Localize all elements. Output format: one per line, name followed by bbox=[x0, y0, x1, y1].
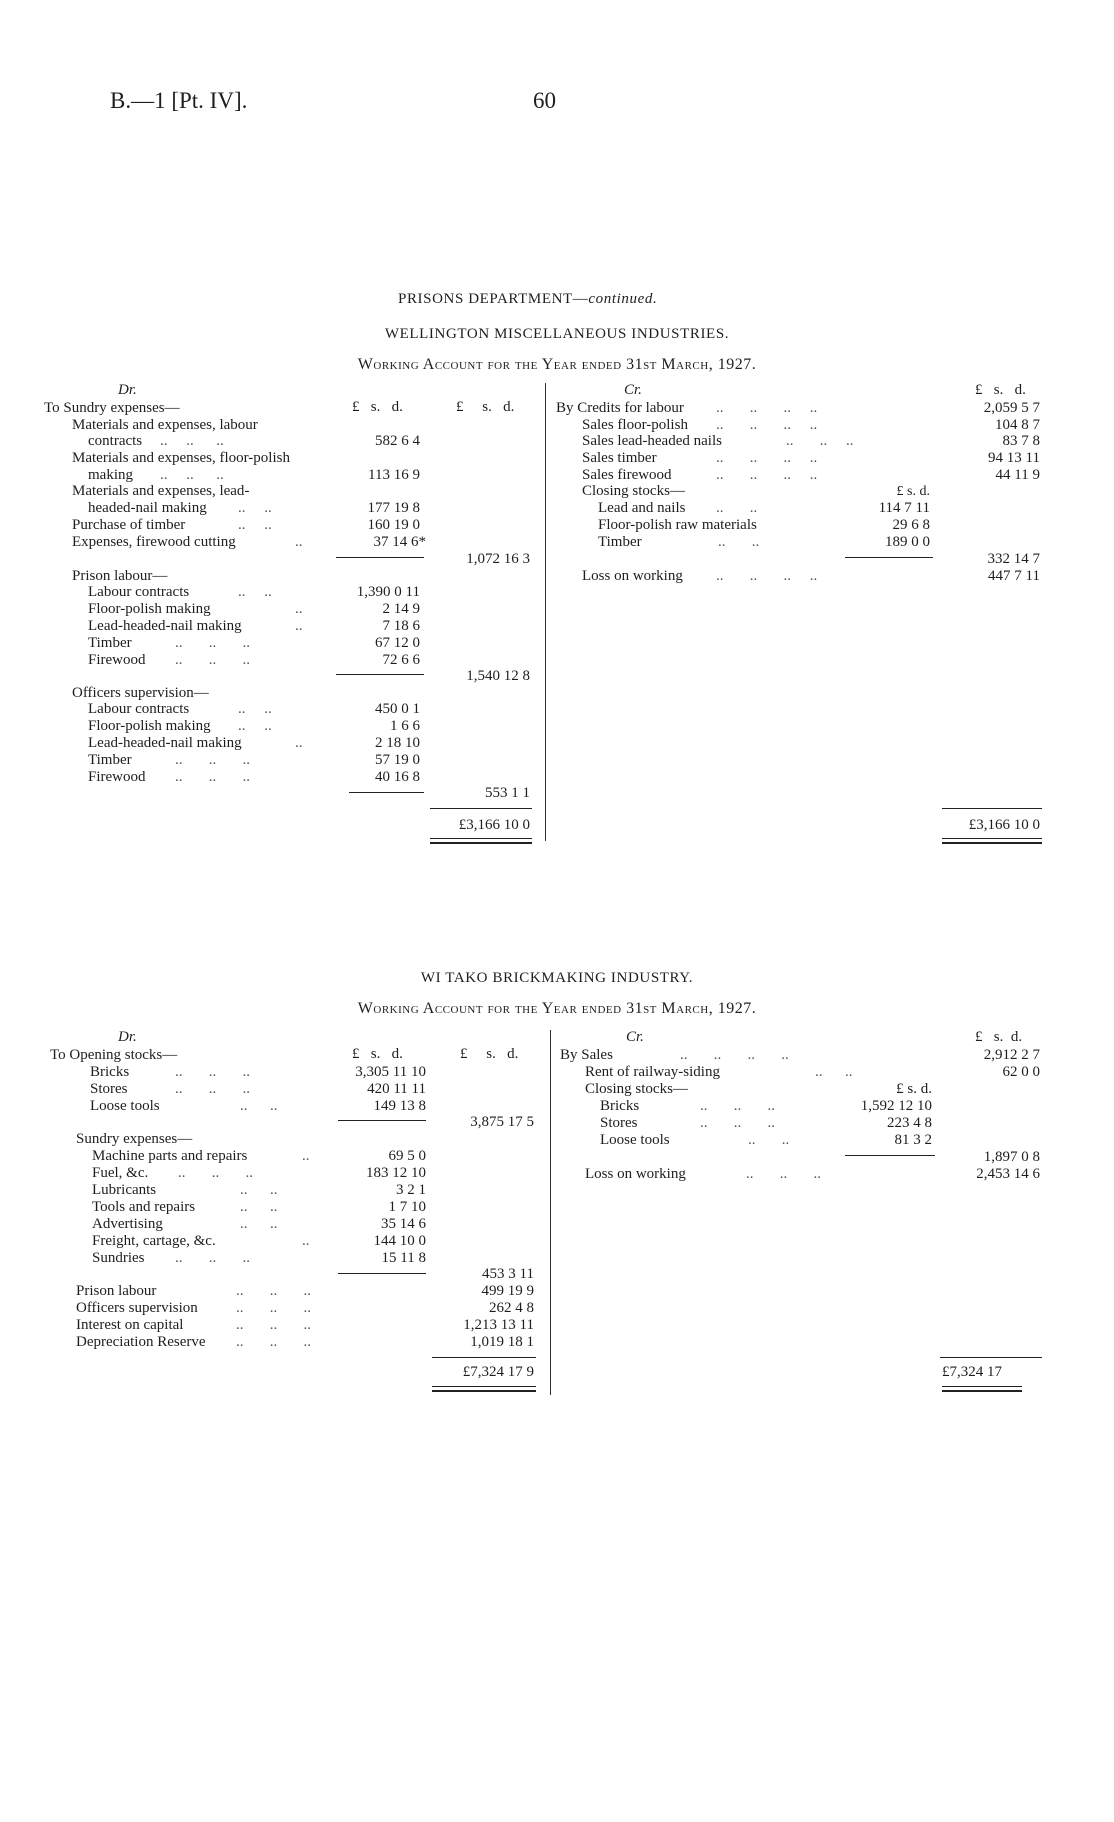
s2-leader: .. .. .. bbox=[175, 1081, 250, 1097]
s1-leader: .. bbox=[295, 618, 303, 634]
s1-dr-label: Firewood bbox=[88, 652, 146, 668]
s1-cr-amount: 94 13 11 bbox=[988, 450, 1040, 466]
s2-dr-label: Lubricants bbox=[92, 1182, 157, 1198]
s2-cr-amount: 1,592 12 10 bbox=[860, 1098, 932, 1114]
s2-dr-label: Bricks bbox=[90, 1064, 130, 1080]
s1-dr-label: Prison labour— bbox=[72, 568, 168, 584]
s2-dr-label: Loose tools bbox=[90, 1098, 160, 1114]
s1-dr-label: Materials and expenses, lead- bbox=[72, 483, 250, 499]
s1-dr-label: Materials and expenses, floor-polish bbox=[72, 450, 290, 466]
s1-dr-amount: 40 16 8 bbox=[375, 769, 420, 785]
s1-dr-label: contracts bbox=[88, 433, 143, 449]
s2-dr-subtotal: 453 3 11 bbox=[482, 1266, 534, 1282]
s2-cr-label: Loose tools bbox=[600, 1132, 670, 1148]
s1-dr-amount: 37 14 6* bbox=[373, 534, 426, 550]
s1-dr-label: Labour contracts bbox=[88, 584, 190, 600]
s1-cr-label: Closing stocks— bbox=[582, 483, 685, 499]
s2-dr-amount: 262 4 8 bbox=[489, 1300, 534, 1316]
s1-dr-label: Timber bbox=[88, 635, 132, 651]
page-number: 60 bbox=[533, 88, 556, 113]
s2-dr-amount: 499 19 9 bbox=[481, 1283, 534, 1299]
s2-dr-label: To Opening stocks— bbox=[50, 1047, 178, 1063]
s1-dr-subtotal: 1,072 16 3 bbox=[466, 551, 530, 567]
s1-dr-subtotal: 553 1 1 bbox=[485, 785, 530, 801]
s1-cr-label: Sales firewood bbox=[582, 467, 672, 483]
shilling-head: s. bbox=[993, 1029, 1004, 1045]
s1-cr-label: Sales floor-polish bbox=[582, 417, 688, 433]
s2-dr-label: Interest on capital bbox=[76, 1317, 184, 1333]
s1-dr-amount: 177 19 8 bbox=[367, 500, 420, 516]
s2-leader: .. bbox=[302, 1233, 310, 1249]
s1-cr-amount: 114 7 11 bbox=[878, 500, 930, 516]
s2-dr-label: Advertising bbox=[92, 1216, 163, 1232]
s2-cr-label: Bricks bbox=[600, 1098, 640, 1114]
s1-dr-label: Materials and expenses, labour bbox=[72, 417, 258, 433]
s1-leader: .. .. .. .. bbox=[716, 568, 818, 584]
s1-dr-amount: 113 16 9 bbox=[368, 467, 420, 483]
s1-cr-total-rule bbox=[942, 808, 1042, 809]
s2-leader: .. .. .. bbox=[236, 1334, 311, 1350]
s1-leader: .. .. .. bbox=[160, 467, 224, 483]
s2-cr-total: £7,324 17 bbox=[942, 1364, 1002, 1380]
s2-cr-total-double-rule bbox=[942, 1386, 1022, 1392]
s1-leader: .. .. .. bbox=[175, 635, 250, 651]
s1-dr-amount: 582 6 4 bbox=[375, 433, 420, 449]
s1-dr-head-b bbox=[456, 399, 514, 416]
s1-leader: .. bbox=[295, 601, 303, 617]
section1-divider bbox=[545, 383, 546, 841]
shilling-head: s. bbox=[482, 399, 492, 415]
section1-dr-label: Dr. bbox=[118, 382, 137, 398]
s1-cr-label: Lead and nails bbox=[598, 500, 686, 516]
s2-dr-amount: 183 12 10 bbox=[366, 1165, 426, 1181]
s2-dr-label: Sundry expenses— bbox=[76, 1131, 193, 1147]
s2-dr-amount: 35 14 6 bbox=[381, 1216, 426, 1232]
pence-head: d. bbox=[503, 399, 515, 415]
s2-cr-label: Loss on working bbox=[585, 1166, 686, 1182]
s1-cr-total: £3,166 10 0 bbox=[968, 817, 1040, 833]
s2-dr-label: Officers supervision bbox=[76, 1300, 198, 1316]
shilling-head: s. bbox=[486, 1046, 496, 1062]
s2-cr-amount: 81 3 2 bbox=[894, 1132, 932, 1148]
section2-title: WI TAKO BRICKMAKING INDUSTRY. bbox=[420, 970, 694, 986]
s1-dr-amount: 67 12 0 bbox=[375, 635, 420, 651]
s1-cr-amount: 447 7 11 bbox=[988, 568, 1040, 584]
s1-dr-label: Floor-polish making bbox=[88, 718, 211, 734]
s1-leader: .. .. bbox=[238, 517, 272, 533]
s2-dr-total-double-rule bbox=[432, 1386, 536, 1392]
s2-cr-amount: 2,453 14 6 bbox=[976, 1166, 1040, 1182]
s2-dr-amount: 149 13 8 bbox=[373, 1098, 426, 1114]
pence-head: d. bbox=[507, 1046, 519, 1062]
shilling-head: s. bbox=[370, 1046, 381, 1062]
s2-dr-subtotal: 3,875 17 5 bbox=[470, 1114, 534, 1130]
s1-dr-label: Lead-headed-nail making bbox=[88, 735, 242, 751]
section2-dr-label: Dr. bbox=[118, 1029, 137, 1045]
s2-dr-total-rule bbox=[432, 1357, 536, 1358]
s1-leader: .. .. .. bbox=[786, 433, 854, 449]
section1-title: WELLINGTON MISCELLANEOUS INDUSTRIES. bbox=[384, 326, 730, 342]
s2-leader: .. .. bbox=[240, 1216, 278, 1232]
s1-cr-subtotal-rule bbox=[845, 557, 933, 558]
s2-leader: .. .. bbox=[240, 1098, 278, 1114]
pence-head: d. bbox=[391, 399, 403, 415]
s2-leader: .. .. bbox=[748, 1132, 790, 1148]
s1-cr-amount: 2,059 5 7 bbox=[983, 400, 1040, 416]
s1-dr-label: Purchase of timber bbox=[72, 517, 186, 533]
s2-leader: .. .. .. bbox=[236, 1300, 311, 1316]
s1-cr-amount: 44 11 9 bbox=[995, 467, 1040, 483]
s1-dr-amount: 160 19 0 bbox=[367, 517, 420, 533]
s2-cr-subtotal: 1,897 0 8 bbox=[983, 1149, 1040, 1165]
s2-leader: .. .. .. bbox=[175, 1064, 250, 1080]
s2-subtotal-rule bbox=[338, 1273, 426, 1274]
s1-leader: .. .. bbox=[238, 584, 272, 600]
department-heading bbox=[398, 291, 657, 308]
s2-leader: .. .. .. bbox=[175, 1250, 250, 1266]
s2-dr-label: Stores bbox=[90, 1081, 128, 1097]
s2-dr-total: £7,324 17 9 bbox=[462, 1364, 534, 1380]
pound-head: £ bbox=[975, 382, 983, 398]
pound-head: £ bbox=[352, 399, 360, 415]
pence-head: d. bbox=[391, 1046, 403, 1062]
s1-cr-label: Loss on working bbox=[582, 568, 683, 584]
s1-leader: .. bbox=[295, 735, 303, 751]
s2-cr-amount: 62 0 0 bbox=[1002, 1064, 1040, 1080]
s1-dr-total: £3,166 10 0 bbox=[458, 817, 530, 833]
s2-dr-label: Sundries bbox=[92, 1250, 145, 1266]
s1-dr-label: Timber bbox=[88, 752, 132, 768]
s1-leader: .. .. bbox=[238, 718, 272, 734]
s2-leader: .. bbox=[302, 1148, 310, 1164]
s1-leader: .. .. .. bbox=[175, 652, 250, 668]
s1-cr-label: By Credits for labour bbox=[556, 400, 684, 416]
pound-head: £ bbox=[456, 399, 464, 415]
s1-dr-amount: 1,390 0 11 bbox=[356, 584, 420, 600]
s2-dr-amount: 1,019 18 1 bbox=[470, 1334, 534, 1350]
s2-dr-amount: 15 11 8 bbox=[381, 1250, 426, 1266]
s1-dr-label: headed-nail making bbox=[88, 500, 207, 516]
s1-leader: .. .. .. bbox=[175, 769, 250, 785]
s1-cr-amount: 83 7 8 bbox=[1002, 433, 1040, 449]
s1-cr-label: Floor-polish raw materials bbox=[598, 517, 757, 533]
s2-leader: .. .. bbox=[240, 1182, 278, 1198]
s2-dr-amount: 1,213 13 11 bbox=[463, 1317, 534, 1333]
s2-cr-amount: 2,912 2 7 bbox=[983, 1047, 1040, 1063]
s2-cr-subtotal-rule bbox=[845, 1155, 935, 1156]
s2-cr-head bbox=[975, 1029, 1022, 1046]
s1-cr-subtotal: 332 14 7 bbox=[987, 551, 1040, 567]
s2-dr-label: Fuel, &c. bbox=[92, 1165, 149, 1181]
s2-subtotal-rule bbox=[338, 1120, 426, 1121]
pound-head: £ bbox=[460, 1046, 468, 1062]
s1-cr-amount: 29 6 8 bbox=[892, 517, 930, 533]
section1-cr-label: Cr. bbox=[624, 382, 642, 398]
s2-leader: .. .. .. bbox=[746, 1166, 821, 1182]
s2-dr-head-b bbox=[460, 1046, 518, 1063]
continued-label: continued. bbox=[588, 291, 658, 307]
s1-dr-amount: 450 0 1 bbox=[375, 701, 420, 717]
s2-cr-label: Stores bbox=[600, 1115, 638, 1131]
s1-cr-head bbox=[975, 382, 1026, 399]
s1-dr-label: Officers supervision— bbox=[72, 685, 209, 701]
s1-subtotal-rule bbox=[349, 792, 424, 793]
s1-dr-label: Floor-polish making bbox=[88, 601, 211, 617]
s1-leader: .. .. bbox=[238, 500, 272, 516]
s1-dr-label: To Sundry expenses— bbox=[44, 400, 180, 416]
pound-head: £ bbox=[352, 1046, 360, 1062]
s1-cr-label: Timber bbox=[598, 534, 642, 550]
s2-dr-amount: 3,305 11 10 bbox=[355, 1064, 426, 1080]
s2-dr-amount: 69 5 0 bbox=[388, 1148, 426, 1164]
s1-leader: .. .. bbox=[238, 701, 272, 717]
pence-head: d. bbox=[1010, 1029, 1023, 1045]
s1-dr-label: Lead-headed-nail making bbox=[88, 618, 242, 634]
s1-dr-amount: 2 14 9 bbox=[382, 601, 420, 617]
department-name: PRISONS DEPARTMENT— bbox=[398, 291, 589, 307]
s1-dr-label: Labour contracts bbox=[88, 701, 190, 717]
s2-leader: .. .. .. bbox=[700, 1098, 775, 1114]
s2-cr-amount: 223 4 8 bbox=[887, 1115, 932, 1131]
s1-dr-total-rule bbox=[430, 808, 532, 809]
s1-dr-amount: 7 18 6 bbox=[382, 618, 420, 634]
s1-subtotal-rule bbox=[336, 557, 424, 558]
s2-dr-amount: 420 11 11 bbox=[367, 1081, 426, 1097]
s1-cr-amount: 189 0 0 bbox=[885, 534, 930, 550]
s1-dr-label: making bbox=[88, 467, 133, 483]
s1-dr-amount: 1 6 6 bbox=[390, 718, 420, 734]
s2-cr-label: Closing stocks— bbox=[585, 1081, 688, 1097]
s1-cr-total-double-rule bbox=[942, 838, 1042, 844]
s1-dr-total-double-rule bbox=[430, 838, 532, 844]
s2-dr-label: Machine parts and repairs bbox=[92, 1148, 248, 1164]
s1-subtotal-rule bbox=[336, 674, 424, 675]
s1-dr-subtotal: 1,540 12 8 bbox=[466, 668, 530, 684]
s2-leader: .. .. .. bbox=[178, 1165, 253, 1181]
pence-head: d. bbox=[1014, 382, 1026, 398]
s2-cr-label: By Sales bbox=[560, 1047, 613, 1063]
s2-leader: .. .. bbox=[240, 1199, 278, 1215]
s1-leader: .. .. bbox=[718, 534, 760, 550]
s1-leader: .. .. .. .. bbox=[716, 467, 818, 483]
s1-dr-amount: 57 19 0 bbox=[375, 752, 420, 768]
s1-cr-label: Sales timber bbox=[582, 450, 657, 466]
s2-dr-label: Prison labour bbox=[76, 1283, 157, 1299]
s2-leader: .. .. .. bbox=[236, 1317, 311, 1333]
s2-dr-amount: 1 7 10 bbox=[388, 1199, 426, 1215]
s1-dr-amount: 2 18 10 bbox=[375, 735, 420, 751]
s2-cr-sub-head: £ s. d. bbox=[896, 1081, 932, 1097]
s1-leader: .. .. .. .. bbox=[716, 417, 818, 433]
s1-dr-label: Expenses, firewood cutting bbox=[72, 534, 236, 550]
s2-leader: .. .. bbox=[815, 1064, 853, 1080]
s1-leader: .. bbox=[295, 534, 303, 550]
s1-cr-label: Sales lead-headed nails bbox=[582, 433, 722, 449]
pound-head: £ bbox=[975, 1029, 983, 1045]
s1-cr-sub-head: £ s. d. bbox=[896, 484, 930, 499]
section1-subtitle: Working Account for the Year ended 31st March, 1927. bbox=[357, 356, 757, 373]
s2-leader: .. .. .. bbox=[236, 1283, 311, 1299]
s2-dr-label: Depreciation Reserve bbox=[76, 1334, 206, 1350]
s2-dr-amount: 144 10 0 bbox=[373, 1233, 426, 1249]
s2-dr-label: Tools and repairs bbox=[92, 1199, 196, 1215]
s1-leader: .. .. .. .. bbox=[716, 400, 818, 416]
s1-leader: .. .. bbox=[716, 500, 758, 516]
s2-cr-label: Rent of railway-siding bbox=[585, 1064, 720, 1080]
section2-cr-label: Cr. bbox=[626, 1029, 644, 1045]
s1-dr-amount: 72 6 6 bbox=[382, 652, 420, 668]
s1-cr-amount: 104 8 7 bbox=[995, 417, 1040, 433]
s1-leader: .. .. .. .. bbox=[716, 450, 818, 466]
shilling-head: s. bbox=[993, 382, 1004, 398]
s1-dr-label: Firewood bbox=[88, 769, 146, 785]
s2-cr-total-rule bbox=[940, 1357, 1042, 1358]
s2-leader: .. .. .. .. bbox=[680, 1047, 789, 1063]
s2-leader: .. .. .. bbox=[700, 1115, 775, 1131]
section2-divider bbox=[550, 1030, 551, 1395]
s1-leader: .. .. .. bbox=[175, 752, 250, 768]
s1-dr-head-a bbox=[352, 399, 403, 416]
s2-dr-label: Freight, cartage, &c. bbox=[92, 1233, 216, 1249]
s2-dr-amount: 3 2 1 bbox=[396, 1182, 426, 1198]
section2-subtitle: Working Account for the Year ended 31st March, 1927. bbox=[357, 1000, 757, 1017]
s2-dr-head-a bbox=[352, 1046, 403, 1063]
page-reference: B.—1 [Pt. IV]. bbox=[110, 88, 248, 113]
s1-leader: .. .. .. bbox=[160, 433, 224, 449]
shilling-head: s. bbox=[370, 399, 381, 415]
